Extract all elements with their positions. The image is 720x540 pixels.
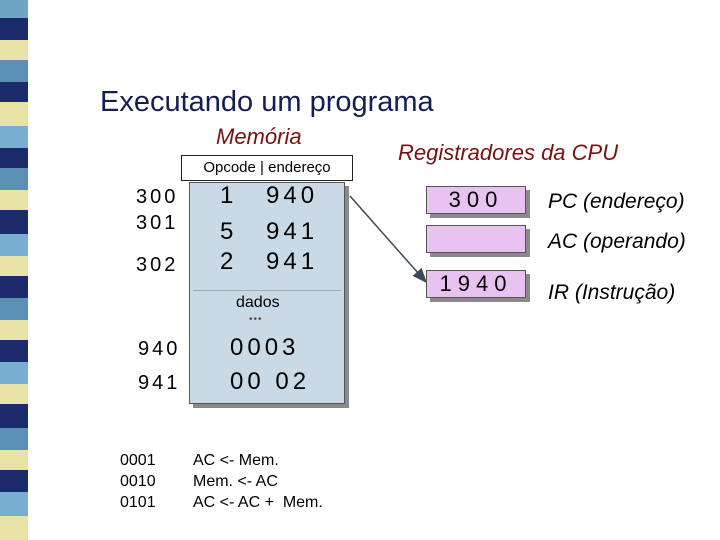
- memory-operand: 940: [266, 182, 319, 209]
- opcode-address-header: Opcode | endereço: [181, 155, 353, 181]
- address-label: 302: [136, 254, 179, 276]
- pc-register: 300: [426, 186, 526, 214]
- ac-register: [426, 225, 526, 253]
- memory-opcode: 5: [220, 218, 238, 245]
- legend-code: 0101: [120, 494, 156, 511]
- legend-meaning: AC <- Mem.: [193, 452, 279, 469]
- legend-meaning: AC <- AC + Mem.: [193, 494, 323, 511]
- address-label: 300: [136, 186, 179, 208]
- memory-operand: 941: [266, 218, 319, 245]
- memory-title: Memória: [216, 124, 302, 149]
- ir-register: 1940: [426, 270, 526, 298]
- legend-code: 0010: [120, 473, 156, 490]
- slide-title: Executando um programa: [100, 86, 434, 118]
- arrow-line: [350, 196, 426, 282]
- address-label: 940: [138, 338, 181, 360]
- ir-register-label: IR (Instrução): [548, 281, 676, 304]
- memory-opcode: 1: [220, 182, 238, 209]
- address-label: 941: [138, 372, 181, 394]
- memory-data-value: 0003: [230, 334, 300, 361]
- pc-register-label: PC (endereço): [548, 190, 685, 213]
- ac-register-label: AC (operando): [548, 230, 686, 253]
- address-label: 301: [136, 212, 179, 234]
- memory-data-value: 00 02: [230, 368, 311, 395]
- memory-opcode: 2: [220, 248, 238, 275]
- memory-operand: 941: [266, 248, 319, 275]
- data-section-label: dados: [236, 294, 280, 311]
- legend-code: 0001: [120, 452, 156, 469]
- ellipsis-dots: •••: [249, 314, 263, 325]
- cpu-registers-title: Registradores da CPU: [398, 140, 619, 165]
- legend-meaning: Mem. <- AC: [193, 473, 278, 490]
